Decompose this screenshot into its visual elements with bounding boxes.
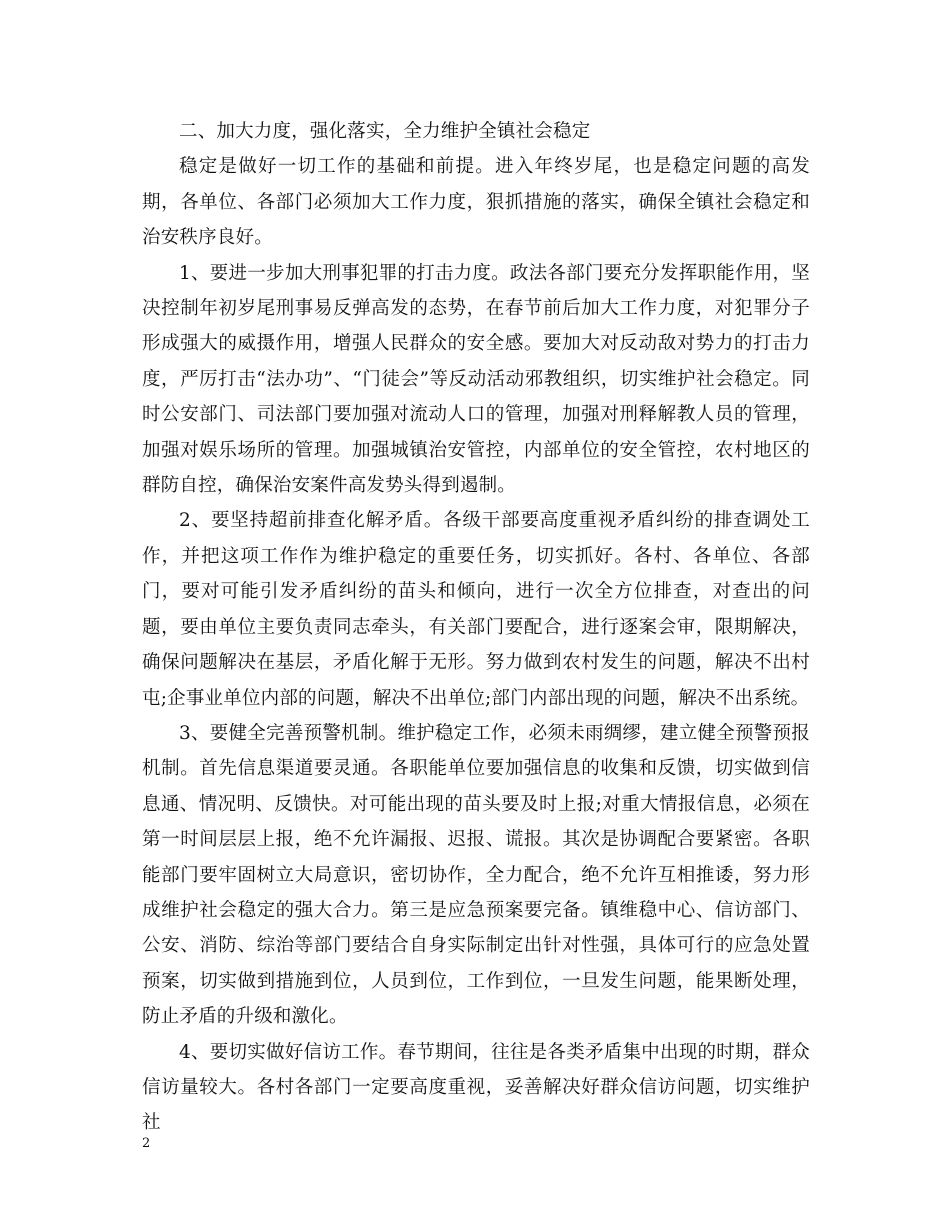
paragraph-stability-intro: 稳定是做好一切工作的基础和前提。进入年终岁尾，也是稳定问题的高发期，各单位、各部门必须加大工作力度，狠抓措施的落实，确保全镇社会稳定和治安秩序良好。 [142,156,810,249]
paragraph-item-3-early-warning: 3、要健全完善预警机制。维护稳定工作，必须未雨绸缪，建立健全预警预报机制。首先信息渠道要灵通。各职能单位要加强信息的收集和反馈，切实做到信息通、情况明、反馈快。对可能出现的苗头要及时上报;对重大情报信息，必须在第一时间层层上报，绝不允许漏报、迟报、谎报。其次是协调配合要紧密。各职能部门要牢固树立大局意识，密切协作，全力配合，绝不允许互相推诿，努力形成维护社会稳定的强大合力。第三是应急预案要完备。镇维稳中心、信访部门、公安、消防、综治等部门要结合自身实际制定出针对性强，具体可行的应急处置预案，切实做到措施到位，人员到位，工作到位，一旦发生问题，能果断处理，防止矛盾的升级和激化。 [142,722,810,1028]
document-body [142,114,810,1141]
section-heading: 二、加大力度，强化落实，全力维护全镇社会稳定 [179,121,591,142]
page-number: 2 [142,1136,151,1151]
paragraph-item-2-dispute-resolution: 2、要坚持超前排查化解矛盾。各级干部要高度重视矛盾纠纷的排查调处工作，并把这项工作作为维护稳定的重要任务，切实抓好。各村、各单位、各部门，要对可能引发矛盾纠纷的苗头和倾向，进行一次全方位排查，对查出的问题，要由单位主要负责同志牵头，有关部门要配合，进行逐案会审，限期解决，确保问题解决在基层，矛盾化解于无形。努力做到农村发生的问题，解决不出村屯;企事业单位内部的问题，解决不出单位;部门内部出现的问题，解决不出系统。 [142,510,810,709]
paragraph-item-4-petitions: 4、要切实做好信访工作。春节期间，往往是各类矛盾集中出现的时期，群众信访量较大。各村各部门一定要高度重视，妥善解决好群众信访问题，切实维护社 [142,1041,810,1134]
paragraph-item-1-crime-crackdown: 1、要进一步加大刑事犯罪的打击力度。政法各部门要充分发挥职能作用，坚决控制年初岁尾刑事易反弹高发的态势，在春节前后加大工作力度，对犯罪分子形成强大的威摄作用，增强人民群众的安全感。要加大对反动敌对势力的打击力度，严厉打击“法办功”、“门徒会”等反动活动邪教组织，切实维护社会稳定。同时公安部门、司法部门要加强对流动人口的管理，加强对刑释解教人员的管理，加强对娱乐场所的管理。加强城镇治安管控，内部单位的安全管控，农村地区的群防自控，确保治安案件高发势头得到遏制。 [142,262,810,497]
